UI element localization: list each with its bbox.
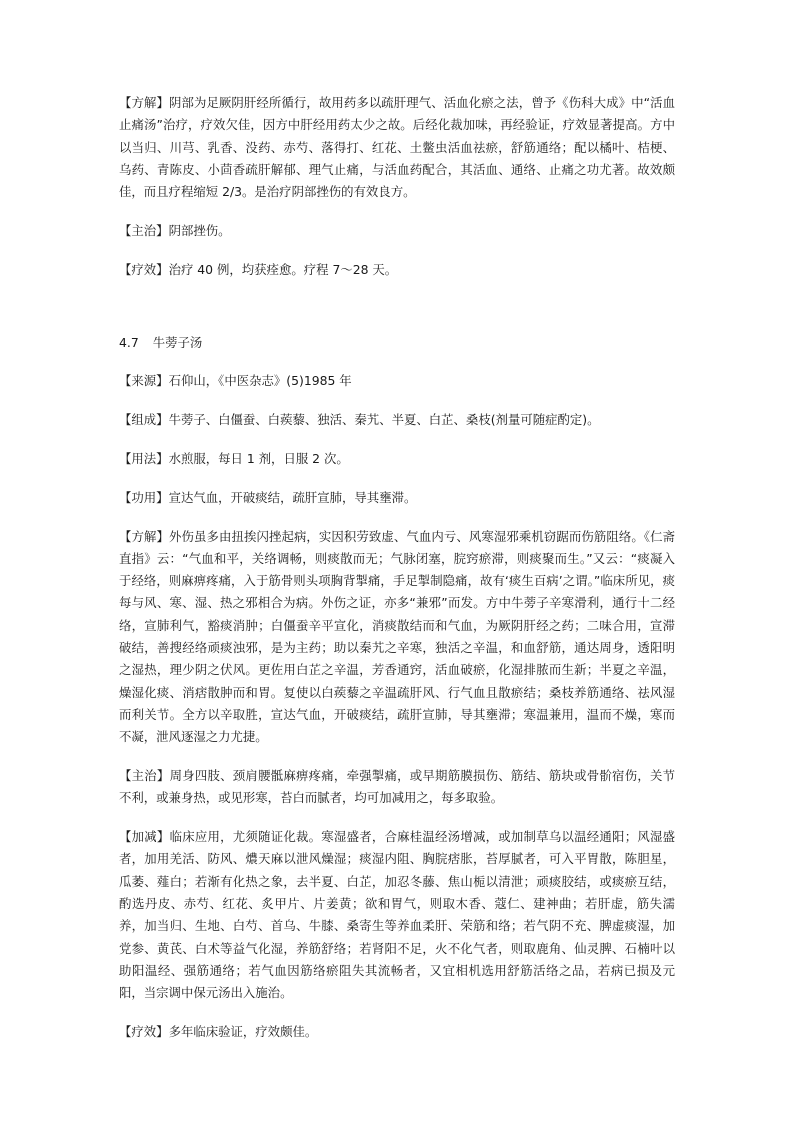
section-label: 【疗效】 [119,1024,169,1039]
document-page [119,92,675,1060]
heading-title: 牛蒡子汤 [152,334,203,350]
section-text: 宣达气血，开破痰结，疏肝宣肺，导其壅滞。 [168,489,417,505]
section-gap [119,298,675,332]
section-text: 周身四肢、颈肩腰骶麻痹疼痛，牵强掣痛，或早期筋膜损伤、筋结、筋块或骨骱宿伤，关节不利，或兼身热，或见形寒，苔白而腻者，均可加减用之，每多取验。 [119,768,676,806]
section-text: 治疗 40 例，均获痊愈。疗程 7～28 天。 [168,261,398,277]
section-laiyuan [119,370,675,392]
section-zhuzhi-2 [119,765,675,810]
heading-number: 4.7 [119,334,139,350]
section-fangjie-1 [119,92,675,203]
section-jiajian [119,826,675,1004]
section-text: 牛蒡子、白僵蚕、白蒺藜、独活、秦艽、半夏、白芷、桑枝(剂量可随症酌定)。 [168,412,600,428]
section-zucheng [119,409,675,431]
section-label: 【方解】 [119,528,169,544]
section-text: 石仰山，《中医杂志》(5)1985 年 [168,373,352,389]
section-zhuzhi-1 [119,220,675,242]
section-liaoxiao-2 [119,1021,675,1043]
section-label: 【组成】 [119,412,169,428]
recipe-heading [119,332,675,354]
section-text: 外伤虽多由扭挨闪挫起病，实因积劳致虚、气血内亏、风寒湿邪乘机窃踞而伤筋阻络。《仁斋直指》云：“气血和平，关络调畅，则痰散而无；气脉闭塞，脘窍瘀滞，则痰聚而生。”又云：“痰凝入于经络，则麻痹疼痛，入于筋骨则头项胸背掣痛，手足掣制隐痛，故有‘痰生百病’之谓。”临床所见，痰每与风、寒、湿、热之邪相合为病。外伤之证，亦多“兼邪”而发。方中牛蒡子辛寒滑利，通行十二经络，宣肺利气，豁痰消肿；白僵蚕辛平宣化，消痰散结而和气血，为厥阴肝经之药；二味合用，宣滞破结，善搜经络顽痰浊邪，是为主药；助以秦艽之辛寒，独活之辛温，和血舒筋，通达周身，透阳明之湿热，理少阴之伏风。更佐用白芷之辛温，芳香通窍，活血破瘀，化湿排脓而生新；半夏之辛温，燥湿化痰、消痞散肿而和胃。复使以白蒺藜之辛温疏肝风、行气血且散瘀结；桑枝养筋通络、祛风湿而利关节。全方以辛取胜，宣达气血，开破痰结，疏肝宣肺，导其壅滞；寒温兼用，温而不燥，寒而不凝，泄风逐湿之力尤捷。 [119,528,675,745]
section-label: 【疗效】 [119,261,169,277]
section-text: 临床应用，尤须随证化裁。寒湿盛者，合麻桂温经汤增减，或加制草乌以温经通阳；风湿盛者，加用羌活、防风、燶天麻以泄风燥湿；痰湿内阻、胸脘痞胀，苔厚腻者，可入平胃散，陈胆星，瓜萎、薤白；若渐有化热之象，去半夏、白芷，加忍冬藤、焦山栀以清泄；顽痰胶结，或痰瘀互结，酌选丹皮、赤芍、红花、炙甲片、片姜黄；欲和胃气，则取木香、蔻仁、建神曲；若肝虚，筋失濡养，加当归、生地、白芍、首乌、牛膝、桑寄生等养血柔肝、荣筋和络；若气阴不充、脾虚痰湿，加党参、黄芪、白术等益气化湿，养筋舒络；若肾阳不足，火不化气者，则取鹿角、仙灵脾、石楠叶以助阳温经、强筋通络；若气血因筋络瘀阻失其流畅者，又宜相机选用舒筋活络之品，若病已损及元阳，当宗调中保元汤出入施治。 [119,829,676,1001]
section-label: 【主治】 [119,222,169,238]
section-label: 【功用】 [119,489,169,505]
section-text: 阴部挫伤。 [168,222,231,238]
section-text: 多年临床验证，疗效颇佳。 [168,1024,318,1039]
section-fangjie-2 [119,526,675,749]
section-label: 【用法】 [119,450,169,466]
section-label: 【主治】 [119,768,170,784]
section-text: 水煎服，每日 1 剂，日服 2 次。 [168,450,349,466]
section-label: 【来源】 [119,373,169,389]
section-label: 【加减】 [119,829,170,845]
section-liaoxiao-1 [119,259,675,281]
section-text: 阴部为足厥阴肝经所循行，故用药多以疏肝理气、活血化瘀之法，曾予《伤科大成》中“活血止痛汤”治疗，疗效欠佳，因方中肝经用药太少之故。后经化裁加味，再经验证，疗效显著提高。方中以当归、川芎、乳香、没药、赤芍、落得打、红花、土鳖虫活血祛瘀，舒筋通络；配以橘叶、桔梗、乌药、青陈皮、小茴香疏肝解郁、理气止痛，与活血药配合，其活血、通络、止痛之功尤著。故效颇佳，而且疗程缩短 2/3。是治疗阴部挫伤的有效良方。 [119,95,676,200]
section-yongfa [119,448,675,470]
section-gongyong [119,487,675,509]
section-label: 【方解】 [119,95,169,110]
